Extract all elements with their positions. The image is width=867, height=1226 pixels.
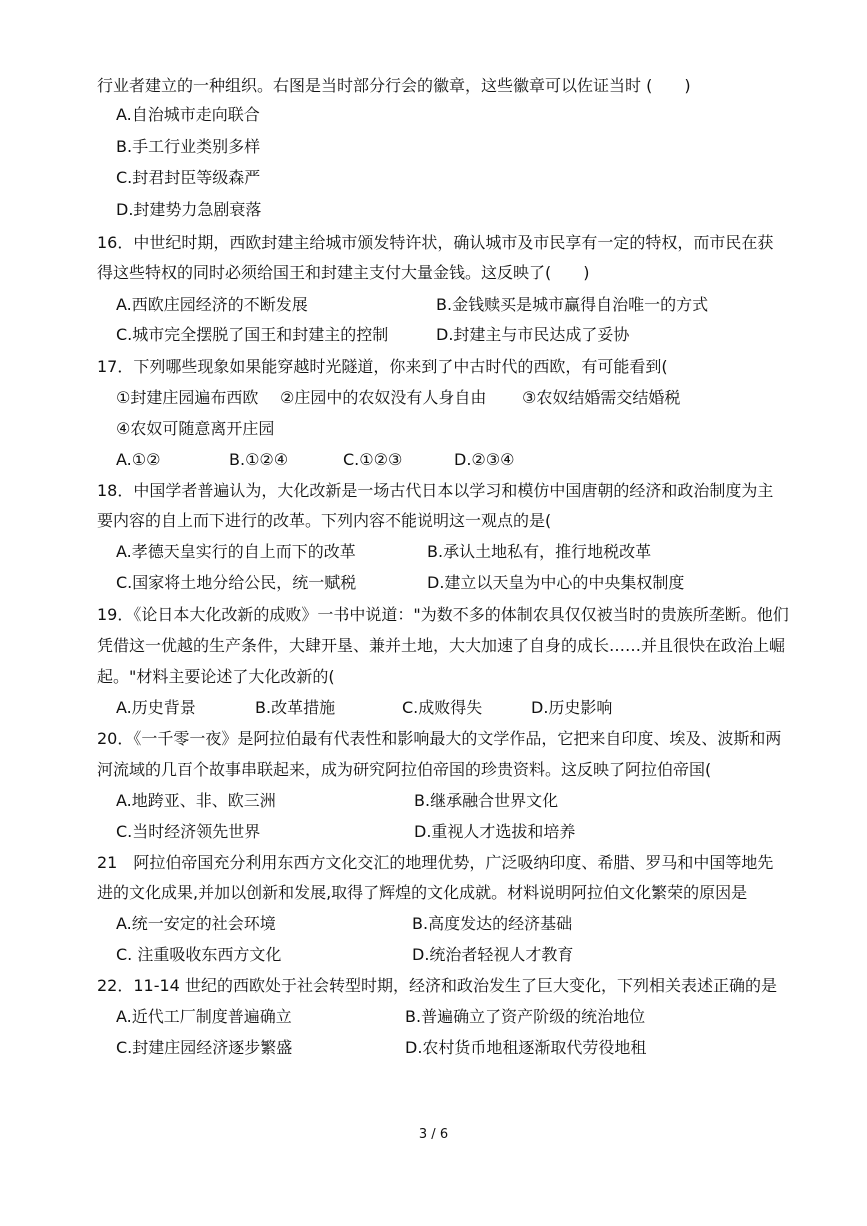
- q16-stem-line1: 16．中世纪时期，西欧封建主给城市颁发特许状，确认城市及市民享有一定的特权，而市民在获: [97, 233, 774, 252]
- q22-stem-line1: 22．11-14 世纪的西欧处于社会转型时期，经济和政治发生了巨大变化，下列相关表述正确的是: [97, 976, 777, 995]
- q20-option-d: D.重视人才选拔和培养: [414, 822, 576, 841]
- q19-option-b: B.改革措施: [255, 698, 336, 717]
- q17-item-4: ④农奴可随意离开庄园: [116, 419, 275, 438]
- q20-option-c: C.当时经济领先世界: [116, 822, 261, 841]
- q15-option-d: D.封建势力急剧衰落: [116, 200, 262, 219]
- q22-option-a: A.近代工厂制度普遍确立: [116, 1007, 292, 1026]
- q19-stem-line3: 起。"材料主要论述了大化改新的(: [97, 667, 335, 686]
- q20-option-b: B.继承融合世界文化: [414, 791, 559, 810]
- q17-option-d: D.②③④: [454, 450, 515, 469]
- q18-stem-line2: 要内容的自上而下进行的改革。下列内容不能说明这一观点的是(: [97, 511, 552, 530]
- q20-stem-line1: 20．《一千零一夜》是阿拉伯最有代表性和影响最大的文学作品，它把来自印度、埃及、波斯和两: [97, 729, 782, 748]
- q19-stem-line2: 凭借这一优越的生产条件，大肆开垦、兼并土地，大大加速了自身的成长……并且很快在政治上崛: [97, 636, 786, 655]
- q16-option-b: B.金钱赎买是城市赢得自治唯一的方式: [436, 295, 709, 314]
- q17-item-3: ③农奴结婚需交结婚税: [522, 388, 681, 407]
- q16-option-c: C.城市完全摆脱了国王和封建主的控制: [116, 325, 389, 344]
- q16-option-a: A.西欧庄园经济的不断发展: [116, 295, 308, 314]
- q17-option-b: B.①②④: [229, 450, 289, 469]
- q17-option-c: C.①②③: [343, 450, 403, 469]
- q17-item-2: ②庄园中的农奴没有人身自由: [280, 388, 487, 407]
- q15-option-c: C.封君封臣等级森严: [116, 168, 261, 187]
- q19-option-a: A.历史背景: [116, 698, 196, 717]
- q21-option-a: A.统一安定的社会环境: [116, 914, 276, 933]
- q16-stem-line2: 得这些特权的同时必须给国王和封建主支付大量金钱。这反映了( ): [97, 263, 590, 282]
- q20-option-a: A.地跨亚、非、欧三洲: [116, 791, 276, 810]
- q15-option-b: B.手工行业类别多样: [116, 137, 261, 156]
- q19-stem-line1: 19．《论日本大化改新的成败》一书中说道："为数不多的体制农具仅仅被当时的贵族所垄断。他们: [97, 605, 789, 624]
- page-number: 3 / 6: [418, 1127, 449, 1142]
- q16-option-d: D.封建主与市民达成了妥协: [436, 325, 630, 344]
- q15-option-a: A.自治城市走向联合: [116, 105, 260, 124]
- q17-stem: 17．下列哪些现象如果能穿越时光隧道，你来到了中古时代的西欧，有可能看到(: [97, 357, 668, 376]
- q22-option-c: C.封建庄园经济逐步繁盛: [116, 1038, 293, 1057]
- q18-option-a: A.孝德天皇实行的自上而下的改革: [116, 542, 356, 561]
- q18-option-b: B.承认土地私有，推行地税改革: [427, 542, 652, 561]
- q21-option-c: C. 注重吸收东西方文化: [116, 945, 282, 964]
- q20-stem-line2: 河流域的几百个故事串联起来，成为研究阿拉伯帝国的珍贵资料。这反映了阿拉伯帝国(: [97, 760, 712, 779]
- q19-option-c: C.成败得失: [402, 698, 483, 717]
- q19-option-d: D.历史影响: [531, 698, 613, 717]
- q17-item-1: ①封建庄园遍布西欧: [116, 388, 259, 407]
- q21-stem-line2: 进的文化成果,并加以创新和发展,取得了辉煌的文化成就。材料说明阿拉伯文化繁荣的原因是: [97, 883, 748, 902]
- q18-stem-line1: 18．中国学者普遍认为，大化改新是一场古代日本以学习和模仿中国唐朝的经济和政治制度为主: [97, 481, 774, 500]
- q22-option-b: B.普遍确立了资产阶级的统治地位: [405, 1007, 646, 1026]
- q22-option-d: D.农村货币地租逐渐取代劳役地租: [405, 1038, 647, 1057]
- q18-option-d: D.建立以天皇为中心的中央集权制度: [427, 573, 685, 592]
- q15-stem: 行业者建立的一种组织。右图是当时部分行会的徽章，这些徽章可以佐证当时 ( ): [97, 76, 691, 95]
- q21-option-d: D.统治者轻视人才教育: [412, 945, 574, 964]
- q21-option-b: B.高度发达的经济基础: [412, 914, 573, 933]
- q21-stem-line1: 21 阿拉伯帝国充分利用东西方文化交汇的地理优势，广泛吸纳印度、希腊、罗马和中国等地先: [97, 853, 774, 872]
- q17-option-a: A.①②: [116, 450, 161, 469]
- q18-option-c: C.国家将土地分给公民，统一赋税: [116, 573, 357, 592]
